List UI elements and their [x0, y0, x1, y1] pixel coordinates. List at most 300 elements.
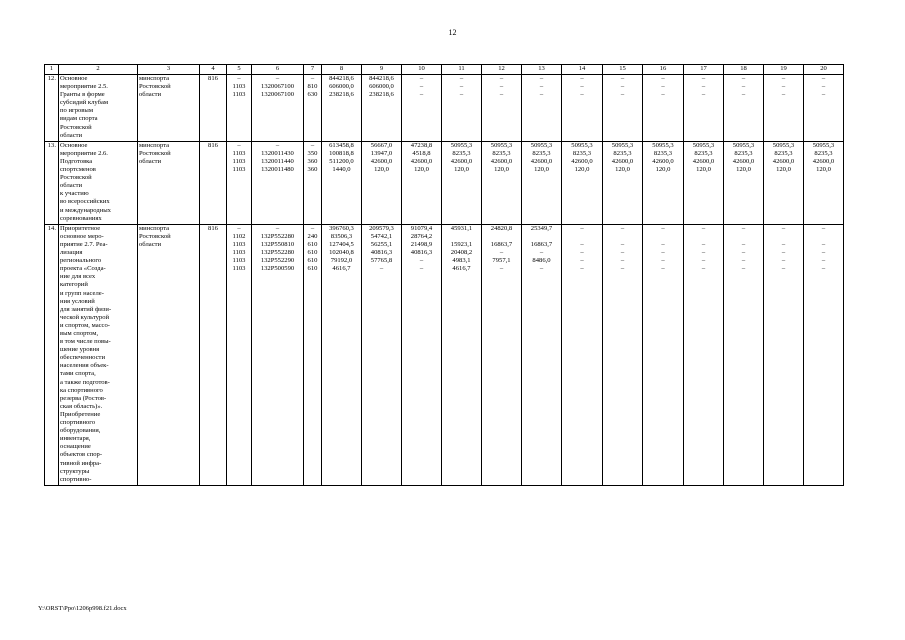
- value-cell: 1320067100: [261, 91, 294, 99]
- value-column-16: [643, 141, 684, 224]
- value-cell: –: [580, 265, 584, 273]
- column-number: 5: [227, 65, 252, 75]
- value-column-11: [442, 224, 482, 485]
- measure-name-line: Ростовской: [60, 123, 92, 131]
- value-cell: 1103: [232, 83, 246, 91]
- value-cell: 1320011440: [261, 157, 294, 165]
- value-column-17: [684, 224, 724, 485]
- value-column-6: [252, 141, 304, 224]
- measure-name-line: приятие 2.7. Реа-: [60, 240, 108, 248]
- value-cell: 13947,0: [370, 149, 393, 157]
- value-column-15: [603, 75, 643, 142]
- value-cell: 42600,0: [530, 157, 553, 165]
- value-cell: 42600,0: [410, 157, 433, 165]
- value-cell: 8235,3: [734, 149, 753, 157]
- value-cell: 132P552280: [260, 249, 295, 257]
- value-cell: 810: [307, 83, 318, 91]
- table-row: [45, 141, 844, 224]
- value-cell: –: [539, 83, 544, 91]
- measure-name-line: и спортом, массо-: [60, 321, 110, 329]
- value-cell: –: [661, 224, 665, 232]
- value-cell: –: [781, 224, 786, 232]
- row-number: 14.: [45, 224, 59, 485]
- value-cell: –: [379, 265, 384, 273]
- column-number: 9: [362, 65, 402, 75]
- column-number: 1: [45, 65, 59, 75]
- value-cell: 1103: [232, 257, 246, 265]
- value-column-6: [252, 224, 304, 485]
- value-column-11: [442, 141, 482, 224]
- value-cell: 1440,0: [332, 166, 351, 174]
- value-cell: –: [419, 91, 424, 99]
- value-cell: 613458,8: [329, 141, 354, 149]
- value-cell: 25349,7: [530, 224, 553, 232]
- value-cell: [644, 233, 682, 241]
- value-column-17: [684, 141, 724, 224]
- measure-name-line: спортсменов: [60, 166, 96, 174]
- value-column-5: [227, 224, 252, 485]
- value-cell: 28764,2: [410, 232, 433, 240]
- measure-name-line: в том числе повы-: [60, 338, 111, 346]
- value-column-10: [402, 224, 442, 485]
- value-column-18: [724, 141, 764, 224]
- measure-name-line: основное меро-: [60, 232, 104, 240]
- value-cell: 42600,0: [571, 157, 593, 165]
- value-column-10: [402, 75, 442, 142]
- value-cell: 50955,3: [812, 141, 835, 149]
- value-column-12: [482, 224, 522, 485]
- column-number: 2: [59, 65, 138, 75]
- value-cell: 42600,0: [652, 157, 674, 165]
- value-column-9: [362, 75, 402, 142]
- value-cell: –: [419, 75, 424, 82]
- value-cell: –: [499, 91, 504, 99]
- value-cell: 360: [307, 157, 318, 165]
- value-column-9: [362, 224, 402, 485]
- value-cell: 844218,6: [329, 75, 354, 82]
- value-cell: –: [701, 75, 706, 82]
- value-cell: –: [821, 83, 826, 91]
- value-cell: –: [821, 265, 826, 273]
- value-cell: –: [580, 91, 584, 99]
- value-cell: –: [741, 75, 746, 82]
- measure-name-line: Приоритетное: [60, 224, 101, 232]
- value-cell: 8486,0: [532, 257, 551, 265]
- value-cell: 56255,1: [370, 240, 393, 248]
- value-cell: 132P550810: [260, 240, 295, 248]
- value-cell: –: [620, 249, 625, 257]
- column-number: 18: [724, 65, 764, 75]
- value-cell: 396760,3: [329, 224, 354, 232]
- measure-name-line: спортивного: [60, 419, 96, 427]
- value-cell: 360: [307, 166, 318, 174]
- value-column-13: [522, 141, 562, 224]
- value-column-14: [562, 75, 603, 142]
- value-cell: –: [741, 257, 746, 265]
- value-column-14: [562, 224, 603, 485]
- measure-name-line: населения объек-: [60, 362, 109, 370]
- executor-line: минспорта: [139, 75, 170, 82]
- measure-name-line: резерва (Ростов-: [60, 394, 107, 402]
- value-cell: –: [741, 91, 746, 99]
- value-cell: 120,0: [574, 166, 590, 174]
- value-cell: –: [620, 240, 625, 248]
- value-cell: –: [620, 265, 625, 273]
- executor-line: минспорта: [139, 141, 170, 149]
- column-number: 8: [322, 65, 362, 75]
- value-cell: 20408,2: [450, 249, 473, 257]
- value-cell: 1103: [232, 166, 246, 174]
- value-cell: 132P552280: [260, 232, 295, 240]
- measure-name-line: обеспеченности: [60, 354, 105, 362]
- executor-line: области: [139, 91, 162, 99]
- value-column-12: [482, 75, 522, 142]
- measure-name-line: для занятий физи-: [60, 305, 112, 313]
- value-column-20: [804, 75, 844, 142]
- measure-name-line: а также подготов-: [60, 378, 110, 386]
- value-cell: –: [661, 91, 665, 99]
- value-cell: 15923,1: [450, 240, 473, 248]
- value-cell: 56667,0: [370, 141, 393, 149]
- value-column-17: [684, 75, 724, 142]
- value-cell: 606000,0: [329, 83, 354, 91]
- executor: [138, 75, 200, 142]
- column-number: 6: [252, 65, 304, 75]
- column-number: 17: [684, 65, 724, 75]
- column-number: 13: [522, 65, 562, 75]
- value-column-18: [724, 75, 764, 142]
- value-cell: 350: [307, 149, 318, 157]
- value-cell: –: [821, 91, 826, 99]
- value-cell: –: [781, 75, 786, 82]
- measure-name-line: и групп населе-: [60, 289, 104, 297]
- executor-line: Ростовской: [139, 232, 171, 240]
- value-cell: –: [580, 240, 584, 248]
- value-cell: [685, 233, 722, 241]
- grbs-code: 816: [200, 224, 227, 485]
- value-cell: 4983,1: [452, 257, 471, 265]
- measure-name-line: Подготовка: [60, 157, 93, 165]
- value-cell: –: [499, 265, 504, 273]
- value-cell: 4616,7: [452, 265, 471, 273]
- value-cell: –: [661, 257, 665, 265]
- value-cell: 120,0: [374, 166, 389, 174]
- value-cell: 127404,5: [329, 240, 354, 248]
- value-cell: –: [821, 257, 826, 265]
- value-column-5: [227, 75, 252, 142]
- footer-file-path: Y:\ORST\Ppo\1206p998.f21.docx: [38, 605, 127, 612]
- measure-name-line: проекта «Созда-: [60, 265, 106, 273]
- value-cell: 50955,3: [692, 141, 715, 149]
- column-number: 10: [402, 65, 442, 75]
- value-cell: –: [459, 83, 464, 91]
- column-number: 20: [804, 65, 844, 75]
- measure-name-line: оборудования,: [60, 427, 101, 435]
- measure-name-line: во всероссийских: [60, 198, 110, 206]
- measure-name-line: к участию: [60, 190, 89, 198]
- value-cell: 120,0: [615, 166, 630, 174]
- value-cell: 1320011430: [261, 149, 294, 157]
- value-cell: [523, 233, 560, 241]
- value-cell: [805, 233, 842, 241]
- measure-name-line: Ростовской: [60, 174, 92, 182]
- value-cell: –: [741, 249, 746, 257]
- value-cell: –: [701, 265, 706, 273]
- value-cell: 120,0: [494, 166, 509, 174]
- value-cell: –: [237, 75, 241, 82]
- page-number: 12: [448, 28, 457, 37]
- value-cell: –: [499, 83, 504, 91]
- value-cell: [765, 233, 802, 241]
- executor-line: минспорта: [139, 224, 170, 232]
- value-cell: –: [275, 224, 280, 232]
- value-cell: –: [499, 75, 504, 82]
- value-column-15: [603, 224, 643, 485]
- value-cell: 16863,7: [530, 240, 553, 248]
- value-column-16: [643, 75, 684, 142]
- measure-name-line: категорий: [60, 281, 88, 289]
- value-cell: 120,0: [776, 166, 791, 174]
- row-number: 13.: [45, 141, 59, 224]
- value-cell: 238218,6: [369, 91, 394, 99]
- measure-name-line: ния условий: [60, 297, 95, 305]
- measure-name-line: лизация: [60, 249, 83, 257]
- column-number: 16: [643, 65, 684, 75]
- column-number: 4: [200, 65, 227, 75]
- value-cell: 54742,1: [370, 232, 393, 240]
- column-number-row: [45, 65, 844, 75]
- value-cell: 120,0: [414, 166, 429, 174]
- value-cell: 8235,3: [452, 149, 471, 157]
- value-cell: –: [310, 141, 315, 149]
- value-column-19: [764, 141, 804, 224]
- value-cell: –: [661, 240, 665, 248]
- measure-name-line: видам спорта: [60, 115, 98, 123]
- value-cell: 50955,3: [611, 141, 634, 149]
- column-number: 14: [562, 65, 603, 75]
- value-cell: 57765,8: [370, 257, 393, 265]
- measure-name-line: объектов спор-: [60, 451, 103, 459]
- measure-name-line: области: [60, 182, 83, 190]
- value-cell: 8235,3: [694, 149, 713, 157]
- measure-name-line: ние для всех: [60, 273, 96, 281]
- value-cell: 120,0: [816, 166, 831, 174]
- value-cell: 7957,1: [492, 257, 511, 265]
- value-cell: –: [310, 224, 315, 232]
- value-cell: 50955,3: [490, 141, 513, 149]
- measure-name-line: субсидий клубам: [60, 99, 109, 107]
- value-column-16: [643, 224, 684, 485]
- value-column-20: [804, 141, 844, 224]
- value-cell: –: [821, 75, 826, 82]
- value-cell: –: [701, 83, 706, 91]
- value-cell: 1102: [232, 232, 246, 240]
- value-cell: –: [419, 257, 424, 265]
- value-cell: –: [781, 91, 786, 99]
- value-cell: –: [459, 91, 464, 99]
- column-number: 15: [603, 65, 643, 75]
- value-cell: 42600,0: [772, 157, 795, 165]
- value-cell: –: [741, 240, 746, 248]
- value-cell: 610: [307, 265, 318, 273]
- value-cell: 120,0: [736, 166, 751, 174]
- value-cell: –: [661, 75, 665, 82]
- value-cell: –: [781, 249, 786, 257]
- value-cell: –: [539, 75, 544, 82]
- value-cell: –: [499, 249, 504, 257]
- value-cell: 120,0: [655, 166, 671, 174]
- value-cell: 120,0: [696, 166, 711, 174]
- value-cell: –: [275, 141, 280, 149]
- value-cell: –: [620, 257, 625, 265]
- value-cell: 8235,3: [774, 149, 793, 157]
- value-column-5: [227, 141, 252, 224]
- value-cell: –: [821, 224, 826, 232]
- value-column-14: [562, 141, 603, 224]
- value-cell: –: [539, 265, 544, 273]
- measure-name-line: области: [60, 131, 83, 139]
- value-cell: 511200,0: [329, 157, 354, 165]
- value-cell: –: [580, 249, 584, 257]
- value-cell: 42600,0: [732, 157, 755, 165]
- value-column-13: [522, 75, 562, 142]
- value-cell: 1103: [232, 157, 246, 165]
- value-cell: 8235,3: [814, 149, 833, 157]
- value-cell: 21498,9: [410, 240, 433, 248]
- measure-name-line: оснащение: [60, 443, 91, 451]
- value-column-8: [322, 75, 362, 142]
- value-column-13: [522, 224, 562, 485]
- value-cell: 132P552290: [260, 257, 295, 265]
- value-cell: 4518,8: [412, 149, 431, 157]
- value-cell: –: [237, 141, 241, 149]
- measure-name-line: мероприятие 2.5.: [60, 83, 108, 91]
- executor-line: области: [139, 157, 162, 165]
- measure-name-line: вым спортом,: [60, 330, 99, 338]
- value-cell: 132P500590: [260, 265, 295, 273]
- value-cell: 1103: [232, 249, 246, 257]
- executor: [138, 141, 200, 224]
- measure-name: [59, 224, 138, 485]
- value-cell: 610: [307, 257, 318, 265]
- value-cell: 47238,8: [410, 141, 433, 149]
- executor-line: Ростовской: [139, 83, 171, 91]
- value-cell: –: [701, 240, 706, 248]
- value-cell: –: [661, 249, 665, 257]
- value-cell: –: [539, 249, 544, 257]
- financing-table: [44, 64, 844, 486]
- value-cell: –: [781, 83, 786, 91]
- value-cell: –: [580, 257, 584, 265]
- table-row: [45, 224, 844, 485]
- value-cell: 1103: [232, 265, 246, 273]
- value-cell: –: [741, 83, 746, 91]
- value-column-7: [304, 141, 322, 224]
- value-column-20: [804, 224, 844, 485]
- column-number: 7: [304, 65, 322, 75]
- measure-name: [59, 75, 138, 142]
- grbs-code: 816: [200, 141, 227, 224]
- measure-name: [59, 141, 138, 224]
- value-column-8: [322, 141, 362, 224]
- value-cell: 16863,7: [490, 240, 513, 248]
- measure-name-line: и международных: [60, 206, 111, 214]
- value-column-18: [724, 224, 764, 485]
- column-number: 11: [442, 65, 482, 75]
- value-cell: –: [661, 265, 665, 273]
- value-cell: –: [620, 224, 625, 232]
- grbs-code: 816: [200, 75, 227, 142]
- value-cell: 610: [307, 240, 318, 248]
- value-column-19: [764, 224, 804, 485]
- measure-name-line: Приобретение: [60, 410, 101, 418]
- value-cell: 50955,3: [732, 141, 755, 149]
- value-column-7: [304, 75, 322, 142]
- value-cell: 120,0: [534, 166, 549, 174]
- measure-name-line: тивной инфра-: [60, 459, 102, 467]
- value-column-9: [362, 141, 402, 224]
- value-cell: 50955,3: [652, 141, 674, 149]
- value-cell: –: [620, 91, 625, 99]
- measure-name-line: спортивно-: [60, 475, 92, 483]
- measure-name-line: соревнованиях: [60, 214, 102, 222]
- value-cell: 120,0: [454, 166, 469, 174]
- value-column-19: [764, 75, 804, 142]
- value-column-6: [252, 75, 304, 142]
- value-cell: 606000,0: [369, 83, 394, 91]
- measure-name-line: Основное: [60, 75, 88, 82]
- value-cell: [483, 233, 520, 241]
- executor-line: Ростовской: [139, 149, 171, 157]
- value-cell: 8235,3: [532, 149, 551, 157]
- measure-name-line: Основное: [60, 141, 88, 149]
- value-cell: 240: [307, 232, 318, 240]
- value-column-8: [322, 224, 362, 485]
- value-cell: 102040,8: [329, 249, 354, 257]
- value-column-7: [304, 224, 322, 485]
- value-cell: [443, 233, 480, 241]
- value-cell: 610: [307, 249, 318, 257]
- measure-name-line: ческой культурой: [60, 313, 110, 321]
- measure-name-line: структуры: [60, 467, 90, 475]
- value-column-10: [402, 141, 442, 224]
- value-cell: 238218,6: [329, 91, 354, 99]
- value-cell: 42600,0: [370, 157, 393, 165]
- value-cell: –: [701, 224, 706, 232]
- value-cell: –: [741, 265, 746, 273]
- value-cell: –: [580, 224, 584, 232]
- value-cell: –: [237, 224, 241, 232]
- measure-name-line: ка спортивного: [60, 386, 103, 394]
- table-row: [45, 75, 844, 142]
- measure-name-line: ская область)».: [60, 402, 103, 410]
- value-cell: [563, 233, 601, 241]
- value-cell: 45931,1: [450, 224, 473, 232]
- value-cell: –: [781, 265, 786, 273]
- measure-name-line: по игровым: [60, 107, 94, 115]
- value-cell: 50955,3: [772, 141, 795, 149]
- value-cell: –: [701, 91, 706, 99]
- value-cell: –: [419, 265, 424, 273]
- row-number: 12.: [45, 75, 59, 142]
- value-cell: 4616,7: [332, 265, 351, 273]
- value-cell: 8235,3: [492, 149, 511, 157]
- value-cell: 24820,8: [490, 224, 513, 232]
- column-number: 3: [138, 65, 200, 75]
- value-cell: 844218,6: [369, 75, 394, 82]
- value-cell: 8235,3: [613, 149, 632, 157]
- measure-name-line: Гранты в форме: [60, 91, 105, 99]
